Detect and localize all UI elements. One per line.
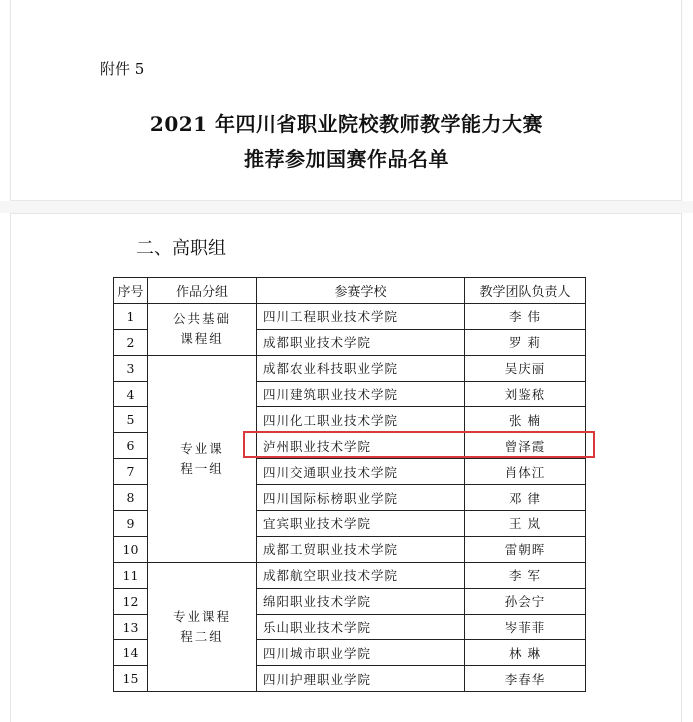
- row-leader: 张 楠: [465, 407, 586, 433]
- row-school: 成都工贸职业技术学院: [257, 536, 465, 562]
- group-label-line2: 程一组: [180, 460, 224, 476]
- group-cell: [148, 355, 257, 562]
- group-label-line2: 程二组: [180, 629, 224, 645]
- group-cell: [148, 562, 257, 691]
- row-no: 1: [114, 303, 148, 329]
- table-row: [114, 355, 586, 381]
- row-leader: 罗 莉: [465, 329, 586, 355]
- header-group: 作品分组: [148, 278, 257, 304]
- section-heading: 二、高职组: [136, 238, 226, 259]
- group-label-line1: 公共基础: [172, 311, 231, 327]
- row-no: 8: [114, 485, 148, 511]
- attachment-label: 附件 5: [100, 60, 145, 78]
- row-leader: 刘鉴秾: [465, 381, 586, 407]
- row-school: 宜宾职业技术学院: [257, 511, 465, 537]
- row-leader: 吴庆丽: [465, 355, 586, 381]
- row-no: 15: [114, 666, 148, 692]
- row-school: 四川建筑职业技术学院: [257, 381, 465, 407]
- row-leader: 岑菲菲: [465, 614, 586, 640]
- group-label-line1: 专业课: [180, 440, 224, 456]
- group-label-line2: 课程组: [180, 331, 224, 347]
- table-row: [114, 562, 586, 588]
- recommended-works-table: [113, 277, 586, 692]
- row-no: 14: [114, 640, 148, 666]
- table-header-row: [114, 278, 586, 304]
- row-leader: 雷朝晖: [465, 536, 586, 562]
- row-no: 11: [114, 562, 148, 588]
- group-cell: [148, 303, 257, 355]
- row-leader: 肖体江: [465, 459, 586, 485]
- row-school: 乐山职业技术学院: [257, 614, 465, 640]
- row-no: 6: [114, 433, 148, 459]
- header-school: 参赛学校: [257, 278, 465, 304]
- row-no: 9: [114, 511, 148, 537]
- row-leader: 林 琳: [465, 640, 586, 666]
- row-school: 四川城市职业学院: [257, 640, 465, 666]
- row-school: 绵阳职业技术学院: [257, 588, 465, 614]
- row-school: 成都航空职业技术学院: [257, 562, 465, 588]
- row-no: 10: [114, 536, 148, 562]
- row-school: 四川国际标榜职业学院: [257, 485, 465, 511]
- header-leader: 教学团队负责人: [465, 278, 586, 304]
- row-school: 四川交通职业技术学院: [257, 459, 465, 485]
- row-school: 四川化工职业技术学院: [257, 407, 465, 433]
- page-gap: [0, 201, 693, 213]
- document-title-line2: 推荐参加国赛作品名单: [244, 147, 449, 171]
- group-label-line1: 专业课程: [172, 609, 231, 625]
- row-leader: 孙会宁: [465, 588, 586, 614]
- row-leader: 李春华: [465, 666, 586, 692]
- row-leader: 李 伟: [465, 303, 586, 329]
- table-row: [114, 303, 586, 329]
- row-no: 7: [114, 459, 148, 485]
- row-school: 成都职业技术学院: [257, 329, 465, 355]
- header-no: 序号: [114, 278, 148, 304]
- row-no: 3: [114, 355, 148, 381]
- row-leader: 邓 律: [465, 485, 586, 511]
- row-school: 四川工程职业技术学院: [257, 303, 465, 329]
- row-no: 2: [114, 329, 148, 355]
- row-school: 泸州职业技术学院: [257, 433, 465, 459]
- row-no: 12: [114, 588, 148, 614]
- row-school: 四川护理职业学院: [257, 666, 465, 692]
- row-leader: 曾泽霞: [465, 433, 586, 459]
- row-no: 4: [114, 381, 148, 407]
- row-no: 5: [114, 407, 148, 433]
- document-title-line1: 2021 年四川省职业院校教师教学能力大赛: [149, 112, 544, 136]
- row-school: 成都农业科技职业学院: [257, 355, 465, 381]
- row-leader: 王 岚: [465, 511, 586, 537]
- row-no: 13: [114, 614, 148, 640]
- row-leader: 李 军: [465, 562, 586, 588]
